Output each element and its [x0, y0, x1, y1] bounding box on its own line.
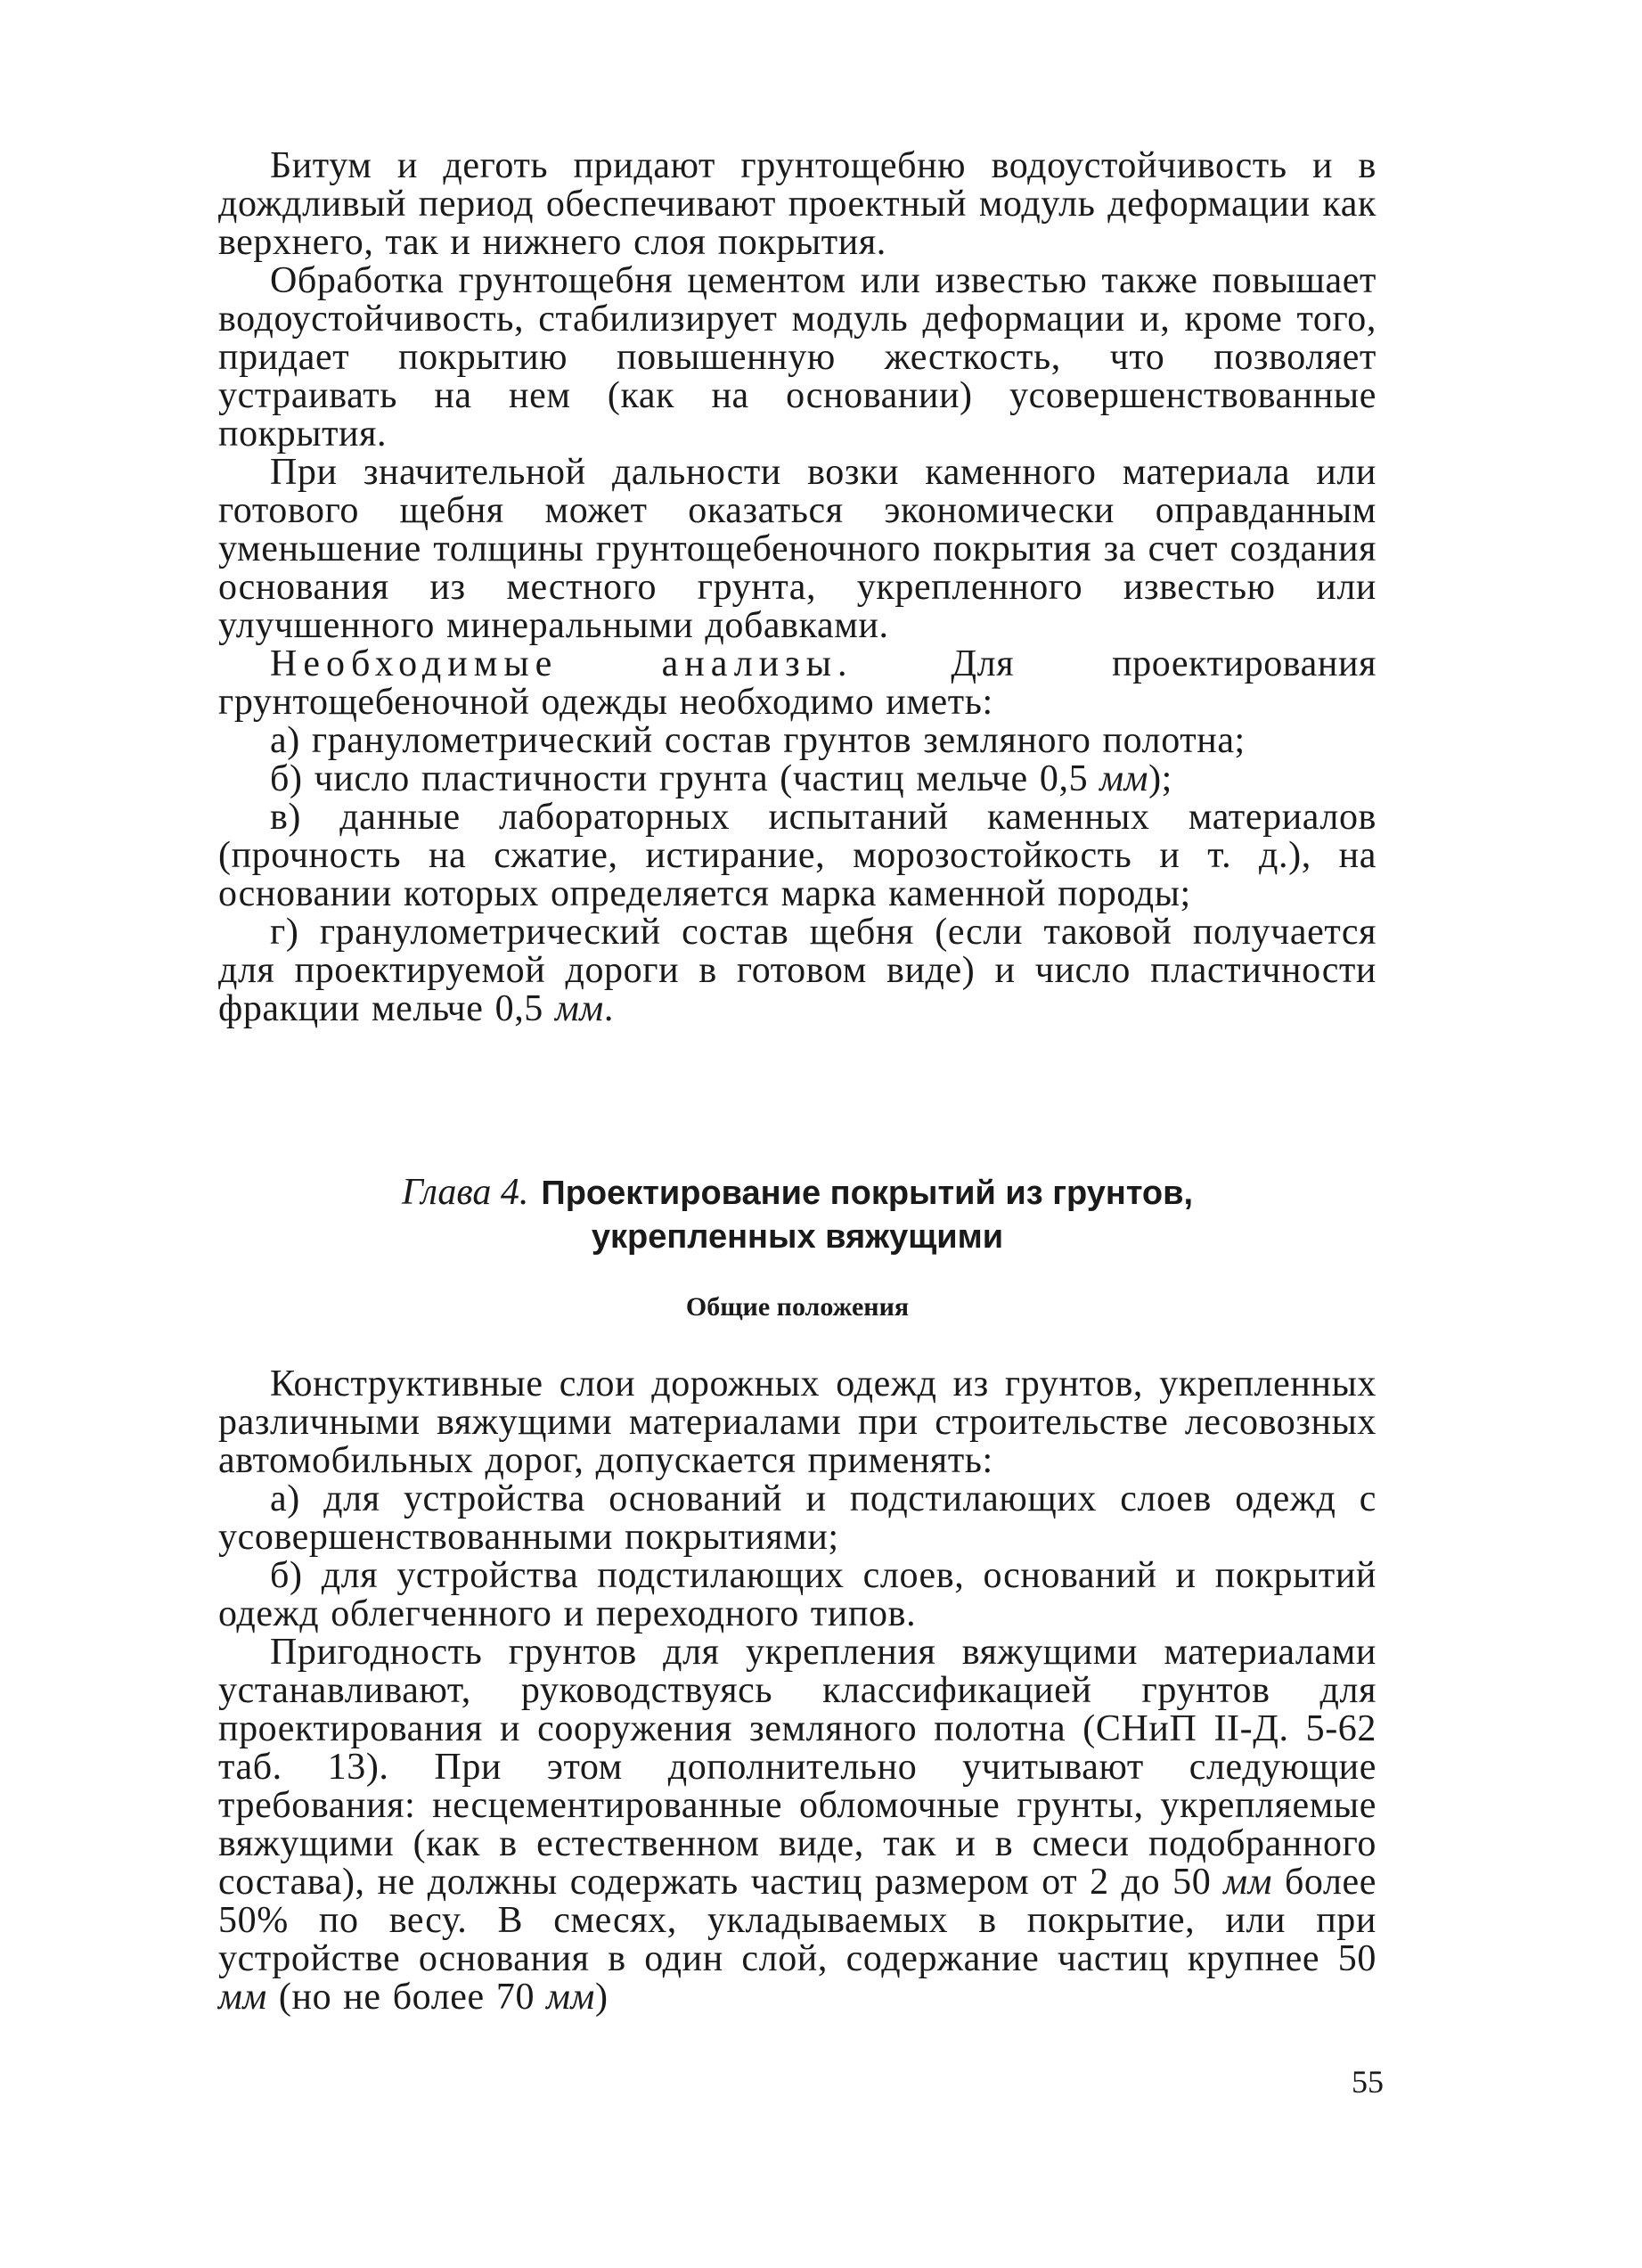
chapter-heading-line: [218, 1171, 1377, 1215]
list-item: [218, 1557, 1377, 1633]
paragraph: [218, 262, 1377, 454]
paragraph-text: Битум и деготь придают грунтощебню водоустойчивость и в дождливый период обеспечивают проектный модуль деформации как верхнего, так и нижнего слоя покрытия.: [218, 145, 1377, 263]
list-item-text: а) для устройства оснований и подстилающих слоев одежд с усовершенствованными покрытиями;: [218, 1478, 1377, 1558]
list-item-text: в) данные лабораторных испытаний каменных материалов (прочность на сжатие, истирание, морозостойкость и т. д.), на основании которых определяется марка каменной породы;: [218, 797, 1377, 914]
run-in-heading: Необходимые анализы.: [270, 643, 854, 684]
paragraph-text: более 50% по весу. В смесях, укладываемых в покрытие, или при устройстве основания в один слой, содержание частиц крупнее 50: [218, 1862, 1377, 1979]
chapter-title: Проектирование покрытий из грунтов,: [541, 1175, 1194, 1212]
unit-text: мм: [218, 1977, 267, 2018]
paragraph-text: (но не более 70: [266, 1977, 547, 2018]
list-item: [218, 798, 1377, 913]
paragraph: [218, 147, 1377, 262]
list-item: [218, 913, 1377, 1028]
unit-text: мм: [555, 988, 604, 1029]
list-item-text: а) гранулометрический состав грунтов земляного полотна;: [270, 720, 1246, 761]
paragraph-text: Для проектирования грунтощебеночной одежды необходимо иметь:: [218, 643, 1377, 723]
paragraph-text: При значительной дальности возки каменного материала или готового щебня может оказаться экономически оправданным уменьшение толщины грунтощебеночного покрытия за счет создания основания из местного грунта, укрепленного известью или улучшенного минеральными добавками.: [218, 452, 1377, 646]
paragraph-text: Пригодность грунтов для укрепления вяжущими материалами устанавливают, руководствуясь классификацией грунтов для проектирования и сооружения земляного полотна (СНиП II-Д. 5-62 таб. 13). При этом дополнительно учитывают следующие требования: несцементированные обломочные грунты, укрепляемые вяжущими (как в естественном виде, так и в смеси подобранного состава), не должны содержать частиц размером от 2 до 50: [218, 1632, 1377, 1903]
list-item-text: б) для устройства подстилающих слоев, оснований и покрытий одежд облегченного и переходного типов.: [218, 1555, 1377, 1634]
paragraph-text: Конструктивные слои дорожных одежд из грунтов, укрепленных различными вяжущими материалами при строительстве лесовозных автомобильных дорог, допускается применять:: [218, 1363, 1377, 1481]
list-item: [218, 722, 1377, 760]
page-content: [218, 147, 1377, 2017]
list-item-text: );: [1148, 758, 1172, 799]
list-item-text: г) гранулометрический состав щебня (если таковой получается для проектируемой дороги в готовом виде) и число пластичности фракции мельче 0,5: [218, 912, 1377, 1029]
list-item: [218, 760, 1377, 798]
list-item-text: б) число пластичности грунта (частиц мельче 0,5: [270, 758, 1100, 799]
paragraph: [218, 1633, 1377, 2017]
page-number: 55: [1352, 2064, 1384, 2100]
section-title: Общие положения: [685, 1292, 910, 1322]
paragraph: [218, 454, 1377, 645]
unit-text: мм: [1099, 758, 1149, 799]
list-item-text: .: [603, 988, 614, 1029]
paragraph-text: ): [594, 1977, 609, 2018]
chapter-heading-line: [218, 1215, 1377, 1258]
paragraph: [218, 645, 1377, 722]
chapter-title: укрепленных вяжущими: [591, 1218, 1004, 1256]
list-item: [218, 1480, 1377, 1557]
paragraph: [218, 1365, 1377, 1480]
unit-text: мм: [546, 1977, 595, 2018]
paragraph-text: Обработка грунтощебня цементом или известью также повышает водоустойчивость, стабилизирует модуль деформации и, кроме того, придает покрытию повышенную жесткость, что позволяет устраивать на нем (как на основании) усовершенствованные покрытия.: [218, 260, 1377, 454]
chapter-label: Глава 4.: [401, 1172, 529, 1213]
chapter-heading: [218, 1171, 1377, 1258]
unit-text: мм: [1223, 1862, 1273, 1903]
